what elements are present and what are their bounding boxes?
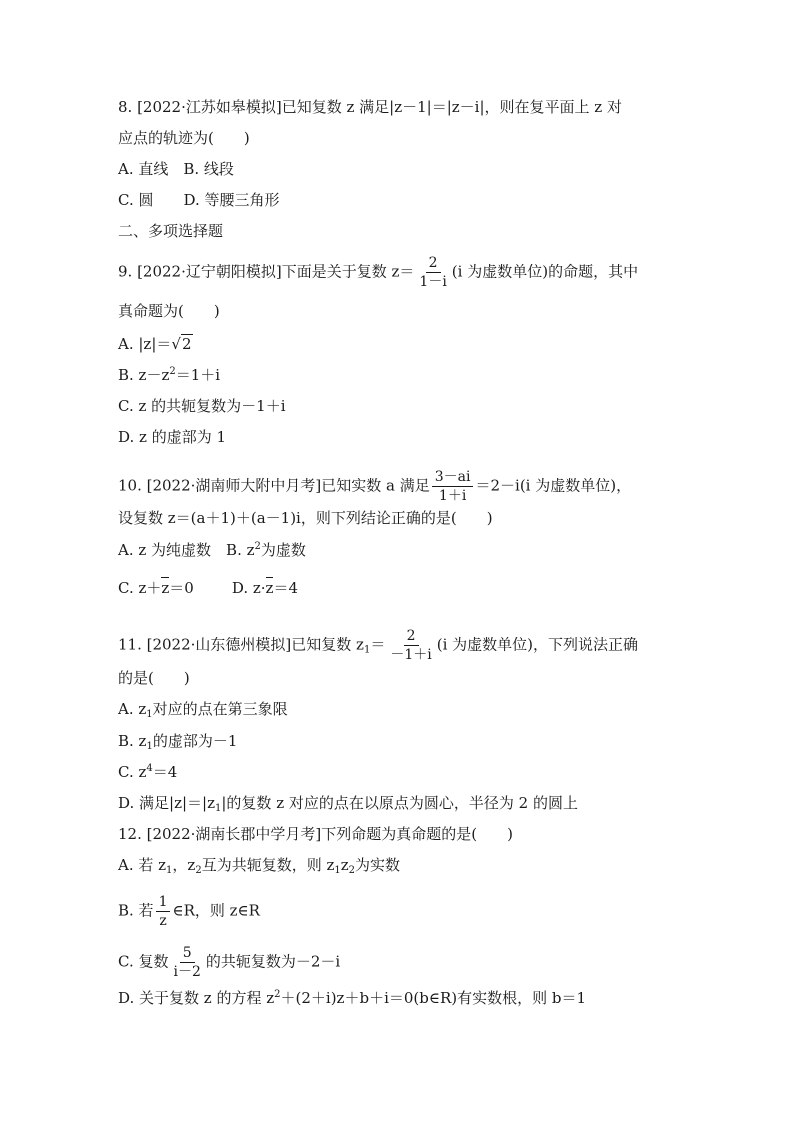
q12-opt-a-sub3: 1 [334,865,341,876]
q12-option-b [118,893,260,930]
q11-stem-line1 [118,627,638,664]
q11-opt-b-pre: B. z [118,732,147,750]
q10-prefix: 10. [2022·湖南师大附中月考]已知实数 a 满足 [118,476,430,495]
q11-opt-c-post: ＝4 [152,763,178,781]
q9-option-c: C. z 的共轭复数为－1＋i [118,397,286,415]
q10-opt-c-pre: C. z＋ [118,579,162,597]
q12-opt-c-num: 5 [180,944,195,963]
q12-opt-a-sub4: 2 [348,865,356,876]
q12-opt-d-pre: D. 关于复数 z 的方程 z [118,989,275,1007]
q12-opt-b-num: 1 [156,893,171,912]
conjugate-z: z [161,579,170,597]
q12-opt-b-den: z [159,913,167,929]
q9-opt-a-text: A. |z|＝ [118,335,172,353]
q12-opt-a-mid2: 互为共轭复数，则 z [201,856,335,874]
q9-fraction [416,254,449,291]
q10-frac-den: 1＋i [438,488,467,504]
q11-option-b [118,731,237,751]
q11-opt-a-sub: 1 [146,709,153,720]
q12-opt-b-pre: B. 若 [118,901,154,920]
q11-prefix: 11. [2022·山东德州模拟]已知复数 z [118,635,364,654]
q12-opt-a-mid3: z [340,856,349,874]
q12-stem: 12. [2022·湖南长郡中学月考]下列命题为真命题的是( ) [118,825,513,843]
radical-sign: √ [171,335,181,353]
q10-opt-c-post: ＝0 [169,579,194,597]
q11-fraction [387,627,434,664]
q11-opt-b-sub: 1 [146,741,153,752]
q11-prefix-eq: ＝ [370,635,386,654]
q10-frac-num: 3－ai [432,468,474,487]
q10-suffix: ＝2－i(i 为虚数单位)， [475,476,632,495]
q8-options-cd: C. 圆 D. 等腰三角形 [118,191,280,209]
q11-opt-a-pre: A. z [118,700,147,718]
q12-opt-a-post: 为实数 [355,856,401,874]
q9-opt-b-post: ＝1＋i [175,366,221,384]
q9-option-b [118,365,220,385]
q10-opt-b-tail: 为虚数 [260,541,306,559]
q12-opt-b-post: ∈R，则 z∈R [172,901,260,920]
q11-option-d [118,793,578,813]
q12-opt-a-sub2: 2 [195,865,202,876]
q10-opt-b-sup: 2 [254,541,261,552]
q11-suffix: (i 为虚数单位)，下列说法正确 [436,635,639,654]
q9-option-a [118,334,193,354]
q12-option-a [118,855,400,875]
q8-stem-line2: 应点的轨迹为( ) [118,129,250,147]
q12-opt-d-sup: 2 [274,989,281,1000]
sqrt-symbol [171,334,192,354]
q10-options-cd [118,578,298,598]
q12-opt-b-fraction [156,893,171,930]
q11-opt-b-post: 的虚部为－1 [152,732,238,750]
q10-stem-line2: 设复数 z＝(a＋1)＋(a－1)i，则下列结论正确的是( ) [118,509,493,527]
q11-option-a [118,699,288,719]
q9-frac-den: 1－i [419,274,447,290]
q9-opt-b-pre: B. z－z [118,366,170,384]
q10-stem-line1 [118,468,631,505]
q12-opt-c-pre: C. 复数 [118,952,169,971]
q11-option-c [118,762,177,782]
q9-stem-line2: 真命题为( ) [118,302,220,320]
q12-opt-d-post: ＋(2＋i)z＋b＋i＝0(b∈R)有实数根，则 b＝1 [280,989,587,1007]
q12-opt-c-fraction [170,944,203,981]
q12-option-c [118,944,340,981]
q11-opt-a-post: 对应的点在第三象限 [152,700,288,718]
q12-opt-a-pre: A. 若 z [118,856,167,874]
q11-opt-d-post: |的复数 z 对应的点在以原点为圆心，半径为 2 的圆上 [221,794,578,812]
q11-opt-c-pre: C. z [118,763,147,781]
q11-prefix-sub: 1 [363,644,371,656]
q11-frac-num: 2 [404,627,419,646]
q11-opt-c-sup: 4 [146,763,153,774]
q11-frac-den: －1＋i [390,647,432,663]
q11-stem-line2: 的是( ) [118,669,190,687]
q10-opt-d-post: ＝4 [273,579,298,597]
q9-frac-num: 2 [426,254,441,273]
q10-opt-ab-text: A. z 为纯虚数 B. z [118,541,255,559]
q10-options-ab [118,540,306,560]
q9-opt-b-sup: 2 [169,366,176,377]
q12-opt-a-mid: ，z [172,856,196,874]
q12-opt-c-post: 的共轭复数为－2－i [205,952,341,971]
section-title: 二、多项选择题 [118,222,224,240]
q12-opt-a-sub1: 1 [166,865,173,876]
q10-opt-d-pre: D. z· [231,579,266,597]
q8-options-ab: A. 直线 B. 线段 [118,160,234,178]
radicand: 2 [181,335,192,353]
q8-stem-line1: 8. [2022·江苏如皋模拟]已知复数 z 满足|z－1|＝|z－i|，则在复平面上 z 对 [118,98,622,116]
conjugate-z: z [265,579,274,597]
q12-option-d [118,988,586,1008]
q9-stem-line1 [118,254,638,291]
q10-fraction [432,468,474,505]
q11-opt-d-pre: D. 满足|z|＝|z [118,794,215,812]
q9-suffix: (i 为虚数单位)的命题，其中 [451,262,639,281]
q11-opt-d-sub: 1 [215,803,222,814]
q9-option-d: D. z 的虚部为 1 [118,428,227,446]
q9-prefix: 9. [2022·辽宁朝阳模拟]下面是关于复数 z＝ [118,262,415,281]
q12-opt-c-den: i－2 [173,964,201,980]
